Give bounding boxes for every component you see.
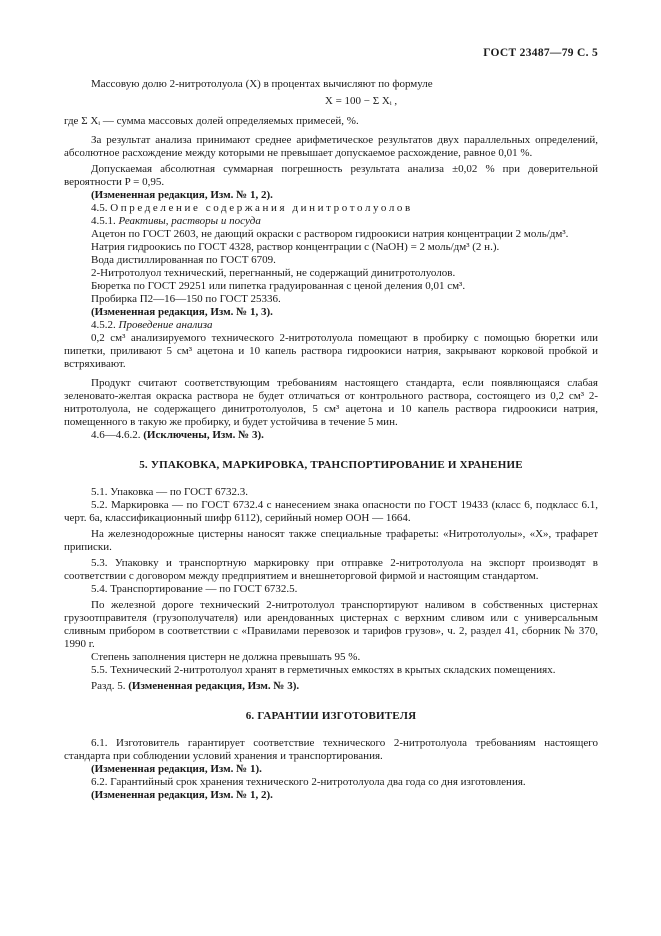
clause-5-4-fill: Степень заполнения цистерн не должна превышать 95 %. xyxy=(91,651,361,663)
clause-5-2-stencils: На железнодорожные цистерны наносят также специальные трафареты: «Нитротолуолы», «Х», трафарет приписки. xyxy=(64,528,598,553)
clause-range: 4.6—4.6.2. xyxy=(91,429,141,441)
clause-5-4-rail: По железной дороге технический 2-нитротолуол транспортируют наливом в собственных цистернах грузоотправителя (грузополучателя) или арендованных цистернах с верхним сливом или с универсальным сливным прибором в соответствии с «Правилами перевозок и тарифов грузов», ч. 2, раздел 41, сборник № 370, 1990 г. xyxy=(64,599,598,650)
section-5-edit xyxy=(64,680,598,693)
edit-note: (Измененная редакция, Изм. № 1, 2). xyxy=(91,789,273,801)
reagent-water: Вода дистиллированная по ГОСТ 6709. xyxy=(91,254,276,266)
equipment-tube: Пробирка П2—16—150 по ГОСТ 25336. xyxy=(91,293,281,305)
excluded-clauses xyxy=(64,429,598,442)
edit-note: (Измененная редакция, Изм. № 3). xyxy=(128,680,300,692)
section-title: Определение содержания динитротолуолов xyxy=(110,202,413,214)
edit-note: (Исключены, Изм. № 3). xyxy=(143,429,264,441)
section-4-5-2-heading xyxy=(64,319,598,332)
clause-5-4: 5.4. Транспортирование — по ГОСТ 6732.5. xyxy=(91,583,298,595)
clause-5-2: 5.2. Маркировка — по ГОСТ 6732.4 с нанесением знака опасности по ГОСТ 19433 (класс 6, подкласс 6.1, черт. 6а, классификационный шифр 6112), серийный номер ООН — 1664. xyxy=(64,499,598,524)
clause-6-2: 6.2. Гарантийный срок хранения технического 2-нитротолуола два года со дня изготовления. xyxy=(91,776,526,788)
section-title: Реактивы, растворы и посуда xyxy=(118,215,261,227)
formula-intro: Массовую долю 2-нитротолуола (X) в процентах вычисляют по формуле xyxy=(91,78,433,90)
procedure-paragraph: 0,2 см³ анализируемого технического 2-нитротолуола помещают в пробирку с помощью бюретки или пипетки, приливают 5 см³ ацетона и 10 капель раствора гидроокиси натрия, закрывают корковой пробкой и встряхивают. xyxy=(64,332,598,370)
equipment-burette: Бюретка по ГОСТ 29251 или пипетка градуированная с ценой деления 0,01 см³. xyxy=(91,280,466,292)
reagent-nitrotoluene: 2-Нитротолуол технический, перегнанный, не содержащий динитротолуолов. xyxy=(91,267,456,279)
error-paragraph: Допускаемая абсолютная суммарная погрешность результата анализа ±0,02 % при доверительной вероятности P = 0,95. xyxy=(64,163,598,188)
clause-5-3: 5.3. Упаковку и транспортную маркировку при отправке 2-нитротолуола на экспорт производят в соответствии с договором между предприятием и внешнеторговой фирмой и настоящим стандартом. xyxy=(64,557,598,582)
result-paragraph: За результат анализа принимают среднее арифметическое результатов двух параллельных определений, абсолютное расхождение между которыми не превышает допускаемое расхождение, равное 0,01 %. xyxy=(64,134,598,159)
edit-note: (Измененная редакция, Изм. № 1, 2). xyxy=(91,189,273,201)
formula: X = 100 − Σ Xᵢ , xyxy=(324,95,398,107)
section-ref: Разд. 5. xyxy=(91,680,126,692)
document-body xyxy=(64,78,598,802)
running-header: ГОСТ 23487—79 С. 5 xyxy=(483,47,598,59)
section-title: Проведение анализа xyxy=(118,319,213,331)
formula-where: где Σ Xᵢ — сумма массовых долей определяемых примесей, %. xyxy=(64,115,359,127)
section-number: 4.5. xyxy=(91,202,108,214)
edit-note: (Измененная редакция, Изм. № 1, 3). xyxy=(91,306,273,318)
clause-6-1: 6.1. Изготовитель гарантирует соответствие технического 2-нитротолуола требованиям настоящего стандарта при соблюдении условий хранения и транспортирования. xyxy=(64,737,598,762)
reagent-naoh: Натрия гидроокись по ГОСТ 4328, раствор концентрации c (NaOH) = 2 моль/дм³ (2 н.). xyxy=(91,241,500,253)
edit-note: (Измененная редакция, Изм. № 1). xyxy=(91,763,262,775)
section-5-title: 5. УПАКОВКА, МАРКИРОВКА, ТРАНСПОРТИРОВАНИЕ И ХРАНЕНИЕ xyxy=(139,459,523,471)
reagent-acetone: Ацетон по ГОСТ 2603, не дающий окраски с раствором гидроокиси натрия концентрации 2 моль/дм³. xyxy=(91,228,569,240)
section-4-5-1-heading xyxy=(64,215,598,228)
conformity-paragraph: Продукт считают соответствующим требованиям настоящего стандарта, если появляющаяся слабая зеленовато-желтая окраска раствора не будет отличаться от контрольного раствора, состоящего из 0,2 см³ 2-нитротолуола, не содержащего динитротолуолов, 5 см³ ацетона и 10 капель раствора гидроокиси натрия, помещенного в такую же пробирку, и будет устойчива в течение 5 мин. xyxy=(64,377,598,428)
section-6-title: 6. ГАРАНТИИ ИЗГОТОВИТЕЛЯ xyxy=(245,710,417,722)
clause-5-5: 5.5. Технический 2-нитротолуол хранят в герметичных емкостях в крытых складских помещениях. xyxy=(91,664,556,676)
section-number: 4.5.2. xyxy=(91,319,116,331)
clause-5-1: 5.1. Упаковка — по ГОСТ 6732.3. xyxy=(91,486,248,498)
section-4-5-heading xyxy=(64,202,598,215)
section-number: 4.5.1. xyxy=(91,215,116,227)
